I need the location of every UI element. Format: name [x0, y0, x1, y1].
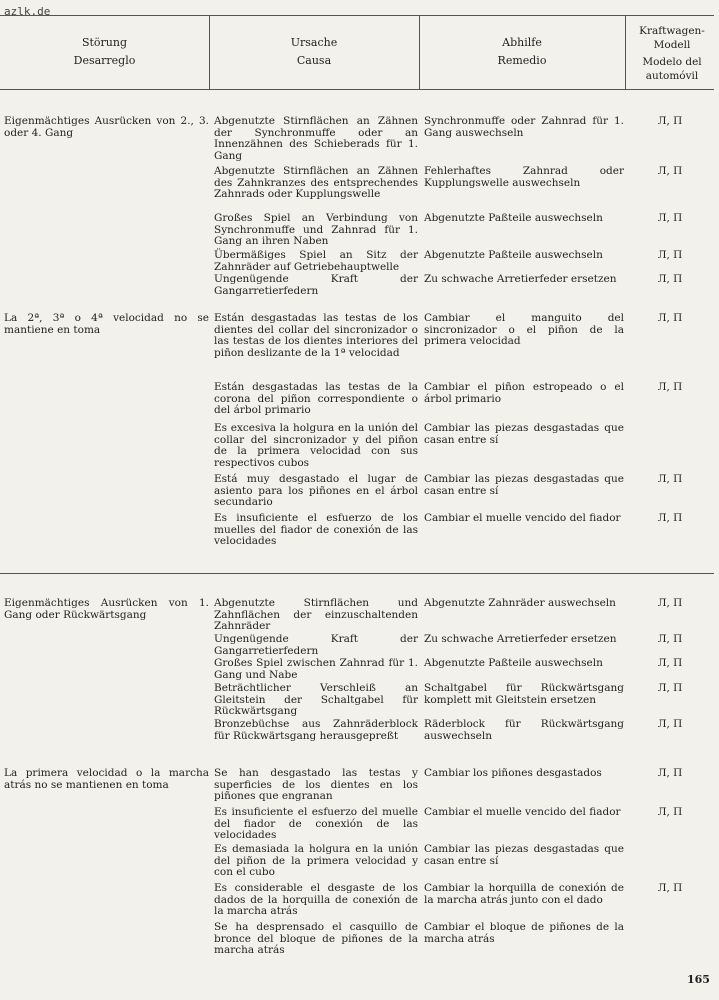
- header-bottom-rule: [0, 89, 714, 90]
- model-cell: Л, П: [657, 633, 683, 645]
- model-cell: Л, П: [657, 212, 683, 224]
- fault-cell: La primera velocidad o la marcha atrás no se mantienen en toma: [4, 767, 209, 791]
- cause-cell: Se ha desprensado el casquillo de bronce del bloque de piñones de la marcha atrás: [214, 921, 418, 957]
- header-modell: Kraftwagen- Modell Modelo del automóvil: [639, 25, 705, 82]
- cause-cell: Ungenügende Kraft der Gangarretierfedern: [214, 273, 418, 297]
- remedy-cell: Abgenutzte Paßteile auswechseln: [424, 212, 603, 224]
- remedy-cell: Abgenutzte Paßteile auswechseln: [424, 249, 603, 261]
- model-cell: Л, П: [657, 312, 683, 324]
- table-top-rule: [0, 15, 714, 16]
- fault-cell: La 2ª, 3ª o 4ª velocidad no se mantiene en toma: [4, 312, 209, 336]
- model-cell: Л, П: [657, 882, 683, 894]
- model-cell: Л, П: [657, 767, 683, 779]
- remedy-cell: Zu schwache Arretierfeder ersetzen: [424, 633, 617, 645]
- model-cell: Л, П: [657, 512, 683, 524]
- remedy-cell: Zu schwache Arretierfeder ersetzen: [424, 273, 617, 285]
- cause-cell: Übermäßiges Spiel an Sitz der Zahnräder auf Getriebehauptwelle: [214, 249, 418, 273]
- cause-cell: Están desgastadas las testas de la corona del piñon correspondiente o del árbol primario: [214, 381, 418, 417]
- header-abhilfe: Abhilfe Remedio: [497, 36, 547, 67]
- remedy-cell: Abgenutzte Zahnräder auswechseln: [424, 597, 616, 609]
- cause-cell: Se han desgastado las testas y superficies de los dientes en los piñones que engranan: [214, 767, 418, 803]
- cause-cell: Está muy desgastado el lugar de asiento para los piñones en el árbol secundario: [214, 473, 418, 509]
- remedy-cell: Cambiar el piñon estropeado o el árbol primario: [424, 381, 624, 405]
- cause-cell: Abgenutzte Stirnflächen an Zähnen der Synchronmuffe oder an Innenzähnen des Schieberads für 1. Gang: [214, 115, 418, 163]
- model-cell: Л, П: [657, 718, 683, 730]
- header-ursache: Ursache Causa: [290, 36, 338, 67]
- cause-cell: Es considerable el desgaste de los dados de la horquilla de conexión de la marcha atrás: [214, 882, 418, 918]
- remedy-cell: Cambiar la horquilla de conexión de la marcha atrás junto con el dado: [424, 882, 624, 906]
- header-stoerung: Störung Desarreglo: [73, 36, 136, 67]
- model-cell: Л, П: [657, 597, 683, 609]
- cause-cell: Es demasiada la holgura en la unión del piñon de la primera velocidad y con el cubo: [214, 843, 418, 879]
- cause-cell: Abgenutzte Stirnflächen und Zahnflächen der einzuschaltenden Zahnräder: [214, 597, 418, 633]
- cause-cell: Großes Spiel zwischen Zahnrad für 1. Gang und Nabe: [214, 657, 418, 681]
- model-cell: Л, П: [657, 381, 683, 393]
- model-cell: Л, П: [657, 165, 683, 177]
- remedy-cell: Synchronmuffe oder Zahnrad für 1. Gang auswechseln: [424, 115, 624, 139]
- remedy-cell: Cambiar las piezas desgastadas que casan entre sí: [424, 422, 624, 446]
- remedy-cell: Cambiar las piezas desgastadas que casan entre sí: [424, 473, 624, 497]
- cause-cell: Abgenutzte Stirnflächen an Zähnen des Zahnkranzes des entsprechendes Zahnrads oder Kupplungswelle: [214, 165, 418, 201]
- page-number: 165: [687, 973, 710, 986]
- cause-cell: Es insuficiente el esfuerzo del muelle del fiador de conexión de las velocidades: [214, 806, 418, 842]
- remedy-cell: Cambiar las piezas desgastadas que casan entre sí: [424, 843, 624, 867]
- cause-cell: Beträchtlicher Verschleiß an Gleitstein der Schaltgabel für Rückwärtsgang: [214, 682, 418, 718]
- model-cell: Л, П: [657, 473, 683, 485]
- remedy-cell: Abgenutzte Paßteile auswechseln: [424, 657, 603, 669]
- remedy-cell: Räderblock für Rückwärtsgang auswechseln: [424, 718, 624, 742]
- fault-cell: Eigenmächtiges Ausrücken von 1. Gang oder Rückwärtsgang: [4, 597, 209, 621]
- model-cell: Л, П: [657, 806, 683, 818]
- model-cell: Л, П: [657, 115, 683, 127]
- fault-cell: Eigenmächtiges Ausrücken von 2., 3. oder 4. Gang: [4, 115, 209, 139]
- remedy-cell: Cambiar el muelle vencido del fiador: [424, 512, 621, 524]
- cause-cell: Es excesiva la holgura en la unión del collar del sincronizador y del piñon de la primera velocidad con sus respectivos cubos: [214, 422, 418, 470]
- cause-cell: Es insuficiente el esfuerzo de los muelles del fiador de conexión de las velocidades: [214, 512, 418, 548]
- remedy-cell: Cambiar el bloque de piñones de la marcha atrás: [424, 921, 624, 945]
- model-cell: Л, П: [657, 657, 683, 669]
- remedy-cell: Schaltgabel für Rückwärtsgang komplett mit Gleitstein ersetzen: [424, 682, 624, 706]
- cause-cell: Ungenügende Kraft der Gangarretierfedern: [214, 633, 418, 657]
- model-cell: Л, П: [657, 273, 683, 285]
- remedy-cell: Cambiar los piñones desgastados: [424, 767, 602, 779]
- cause-cell: Großes Spiel an Verbindung von Synchronmuffe und Zahnrad für 1. Gang an ihren Naben: [214, 212, 418, 248]
- remedy-cell: Fehlerhaftes Zahnrad oder Kupplungswelle auswechseln: [424, 165, 624, 189]
- remedy-cell: Cambiar el manguito del sincronizador o el piñon de la primera velocidad: [424, 312, 624, 348]
- section-divider-rule: [0, 573, 714, 574]
- remedy-cell: Cambiar el muelle vencido del fiador: [424, 806, 621, 818]
- cause-cell: Bronzebüchse aus Zahnräderblock für Rückwärtsgang herausgepreßt: [214, 718, 418, 742]
- cause-cell: Están desgastadas las testas de los dientes del collar del sincronizador o las testas de los dientes interiores del piñon deslizante de la 1ª velocidad: [214, 312, 418, 360]
- watermark: azlk.de: [4, 5, 51, 18]
- model-cell: Л, П: [657, 682, 683, 694]
- model-cell: Л, П: [657, 249, 683, 261]
